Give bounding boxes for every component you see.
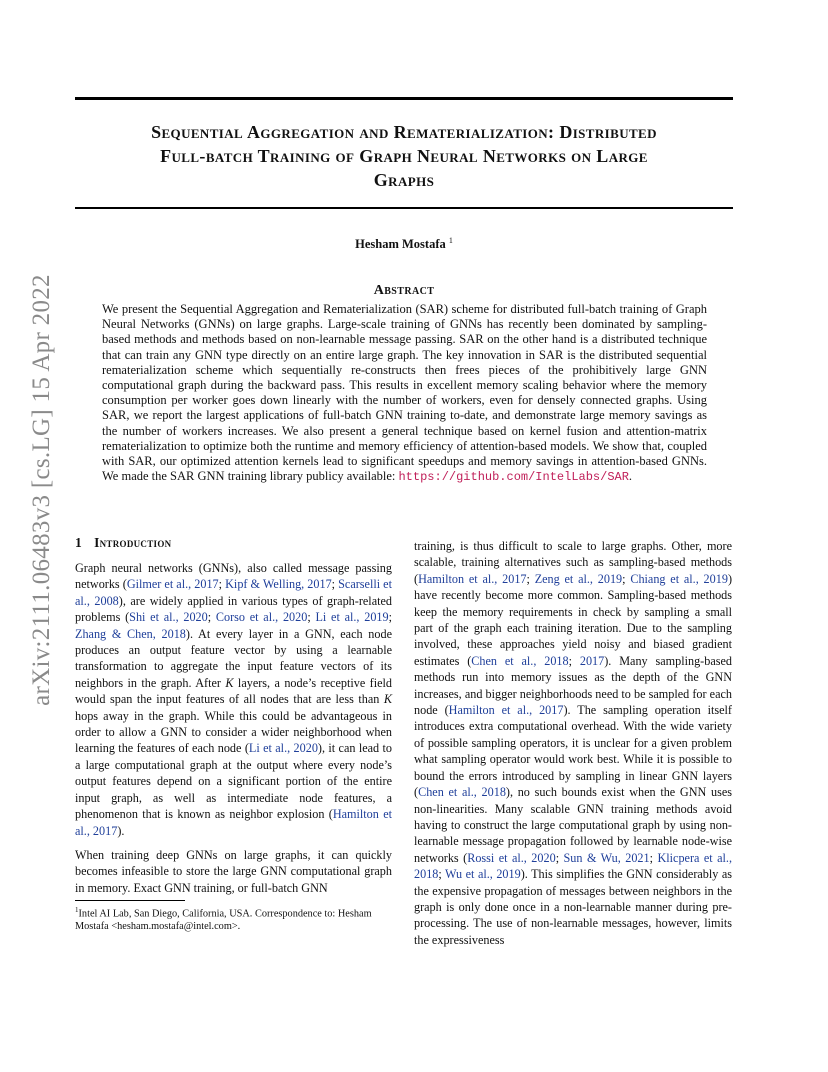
arxiv-sidebar <box>22 274 62 706</box>
title-line-3: Graphs <box>373 170 435 190</box>
text: ; <box>331 577 339 592</box>
title-line-1: Sequential Aggregation and Rematerialization: Distributed <box>151 122 657 142</box>
text: ), are widely applied in various types of graph-related problems ( <box>75 593 392 625</box>
citation-link[interactable]: Li et al., 2019 <box>315 610 389 625</box>
text: Graph neural networks (GNNs), also called message passing networks ( <box>75 561 392 592</box>
text: hops away in the graph. While this could be advantageous in order to allow a GNN to consider a wider neighborhood when learning the features of each node ( <box>75 708 392 756</box>
math-k: K <box>383 692 392 707</box>
repo-link[interactable]: https://github.com/IntelLabs/SAR <box>398 470 629 485</box>
text: ). The sampling operation itself introduces extra computational overhead. With the wide variety of possible sampling operators, it is unclear for a given problem what sampling operator would work best. While it is possible to bound the errors introduced by sampling in linear GNN layers ( <box>414 703 732 800</box>
text: ; <box>438 867 446 882</box>
citation-link[interactable]: Zhang & Chen, 2018 <box>75 626 186 641</box>
citation-link[interactable]: Klicpera et al., 2018 <box>414 850 732 882</box>
text: ; <box>388 610 392 625</box>
text: ), it can lead to a large computational graph at the output where every node’s output features depend on a significant portion of the entire input graph, as well as intermediate node features, a phenomenon that is known as neighbor explosion ( <box>75 741 393 822</box>
citation-link[interactable]: Chiang et al., 2019 <box>630 571 728 586</box>
text: ) have recently become more common. Sampling-based methods keep the memory requirements in check by sampling a small part of the graph each training iteration. Due to the sampling involved, these approaches yield noisy and biased gradient estimates ( <box>414 571 732 668</box>
citation-link[interactable]: Scarselli et al., 2008 <box>75 577 392 608</box>
citation-link[interactable]: Zeng et al., 2019 <box>534 571 623 586</box>
citation-link[interactable]: Rossi et al., 2020 <box>467 850 556 865</box>
text: ). This simplifies the GNN considerably as the expensive propagation of messages between neighbors in the graph is only done once in a non-learnable manner during pre-processing. The use of non-learnable messages, however, limits the expressiveness <box>414 867 733 947</box>
citation-link[interactable]: Wu et al., 2019 <box>445 867 521 882</box>
left-column <box>75 560 392 904</box>
abstract-heading: Abstract <box>373 283 435 298</box>
paper-title <box>75 120 733 192</box>
citation-link[interactable]: Sun & Wu, 2021 <box>563 850 650 865</box>
text: layers, a node’s receptive field would span the input features of all nodes that are less than <box>75 675 392 707</box>
footnote <box>75 904 392 933</box>
text: ). Many sampling-based methods run into memory issues as the depth of the GNN increases, and bigger neighborhoods need to be sampled for each node ( <box>414 653 732 718</box>
abstract-text: We present the Sequential Aggregation and Rematerialization (SAR) scheme for distributed full-batch training of Graph Neural Networks (GNNs) on large graphs. Large-scale training of GNNs has recently been dominated by sampling-based methods and methods based on non-learnable message passing. SAR on the other hand is a distributed technique that can train any GNN type directly on an entire large graph. The key innovation in SAR is the distributed sequential rematerialization scheme which sequentially re-constructs then frees pieces of the prohibitively large GNN computational graph during the backward pass. This results in excellent memory scaling behavior where the memory consumption per worker goes down linearly with the number of workers, even for densely connected graphs. Using SAR, we report the largest applications of full-batch GNN training to-date, and demonstrate large memory savings as the number of workers increases. We also present a general technique based on kernel fusion and attention-matrix rematerialization to optimize both the runtime and memory efficiency of attention-based models. We show that, coupled with SAR, our optimized attention kernels lead to significant speedups and memory savings in attention-based GNNs. We made the SAR GNN training library publicy available: <box>102 302 707 484</box>
citation-link[interactable]: Chen et al., 2018 <box>418 785 506 800</box>
text: ; <box>218 577 226 592</box>
section-title: Introduction <box>94 535 172 550</box>
citation-link[interactable]: Chen et al., 2018 <box>471 653 569 668</box>
abstract-body <box>102 302 707 485</box>
title-rule-top <box>75 97 733 100</box>
intro-paragraph-1 <box>75 560 392 839</box>
math-k: K <box>225 675 234 690</box>
citation-link[interactable]: Li et al., 2020 <box>248 741 318 756</box>
text: ; <box>307 610 316 625</box>
text: ; <box>555 850 564 865</box>
section-number: 1 <box>75 535 83 550</box>
footnote-rule <box>75 900 185 901</box>
text: ; <box>207 610 216 625</box>
text: ; <box>568 653 580 668</box>
citation-link[interactable]: Shi et al., 2020 <box>129 610 208 625</box>
right-column <box>414 538 732 956</box>
text: ; <box>649 850 658 865</box>
author-name: Hesham Mostafa <box>355 237 446 252</box>
text: training, is thus difficult to scale to large graphs. Other, more scalable, training alternatives such as sampling-based methods ( <box>414 539 732 586</box>
text: ; <box>622 571 631 586</box>
text: ; <box>526 571 535 586</box>
arxiv-identifier: arXiv:2111.06483v3 [cs.LG] 15 Apr 2022 <box>28 274 55 706</box>
section-heading <box>75 535 171 551</box>
abstract-end: . <box>628 469 633 484</box>
title-line-2: Full-batch Training of Graph Neural Networks on Large <box>160 146 648 166</box>
footnote-mark: 1 <box>75 906 79 914</box>
intro-paragraph-3 <box>414 538 732 948</box>
citation-link[interactable]: Hamilton et al., 2017 <box>75 807 392 838</box>
title-rule-bottom <box>75 207 733 209</box>
citation-link[interactable]: Hamilton et al., 2017 <box>418 571 527 586</box>
citation-link[interactable]: 2017 <box>579 653 605 668</box>
citation-link[interactable]: Hamilton et al., 2017 <box>448 703 564 718</box>
intro-paragraph-2: When training deep GNNs on large graphs, it can quickly becomes infeasible to store the large GNN computational graph in memory. Exact GNN training, or full-batch GNN <box>75 847 392 895</box>
citation-link[interactable]: Gilmer et al., 2017 <box>126 577 219 592</box>
text: ), no such bounds exist when the GNN uses non-linearities. Many scalable GNN training methods avoid having to construct the large computational graph by using non-learnable message propagation followed by learnable node-wise networks ( <box>414 785 732 865</box>
author-affiliation-mark: 1 <box>448 236 453 245</box>
citation-link[interactable]: Corso et al., 2020 <box>215 610 308 625</box>
citation-link[interactable]: Kipf & Welling, 2017 <box>225 577 332 592</box>
text: ). <box>117 823 125 838</box>
text: ). At every layer in a GNN, each node produces an output feature vector by using a learnable transformation to aggregate the input feature vectors of its neighbors in the graph. After <box>75 626 392 690</box>
footnote-text: Intel AI Lab, San Diego, California, USA. Correspondence to: Hesham Mostafa <hesham.mostafa@intel.com>. <box>75 908 372 933</box>
author-line <box>75 236 733 252</box>
